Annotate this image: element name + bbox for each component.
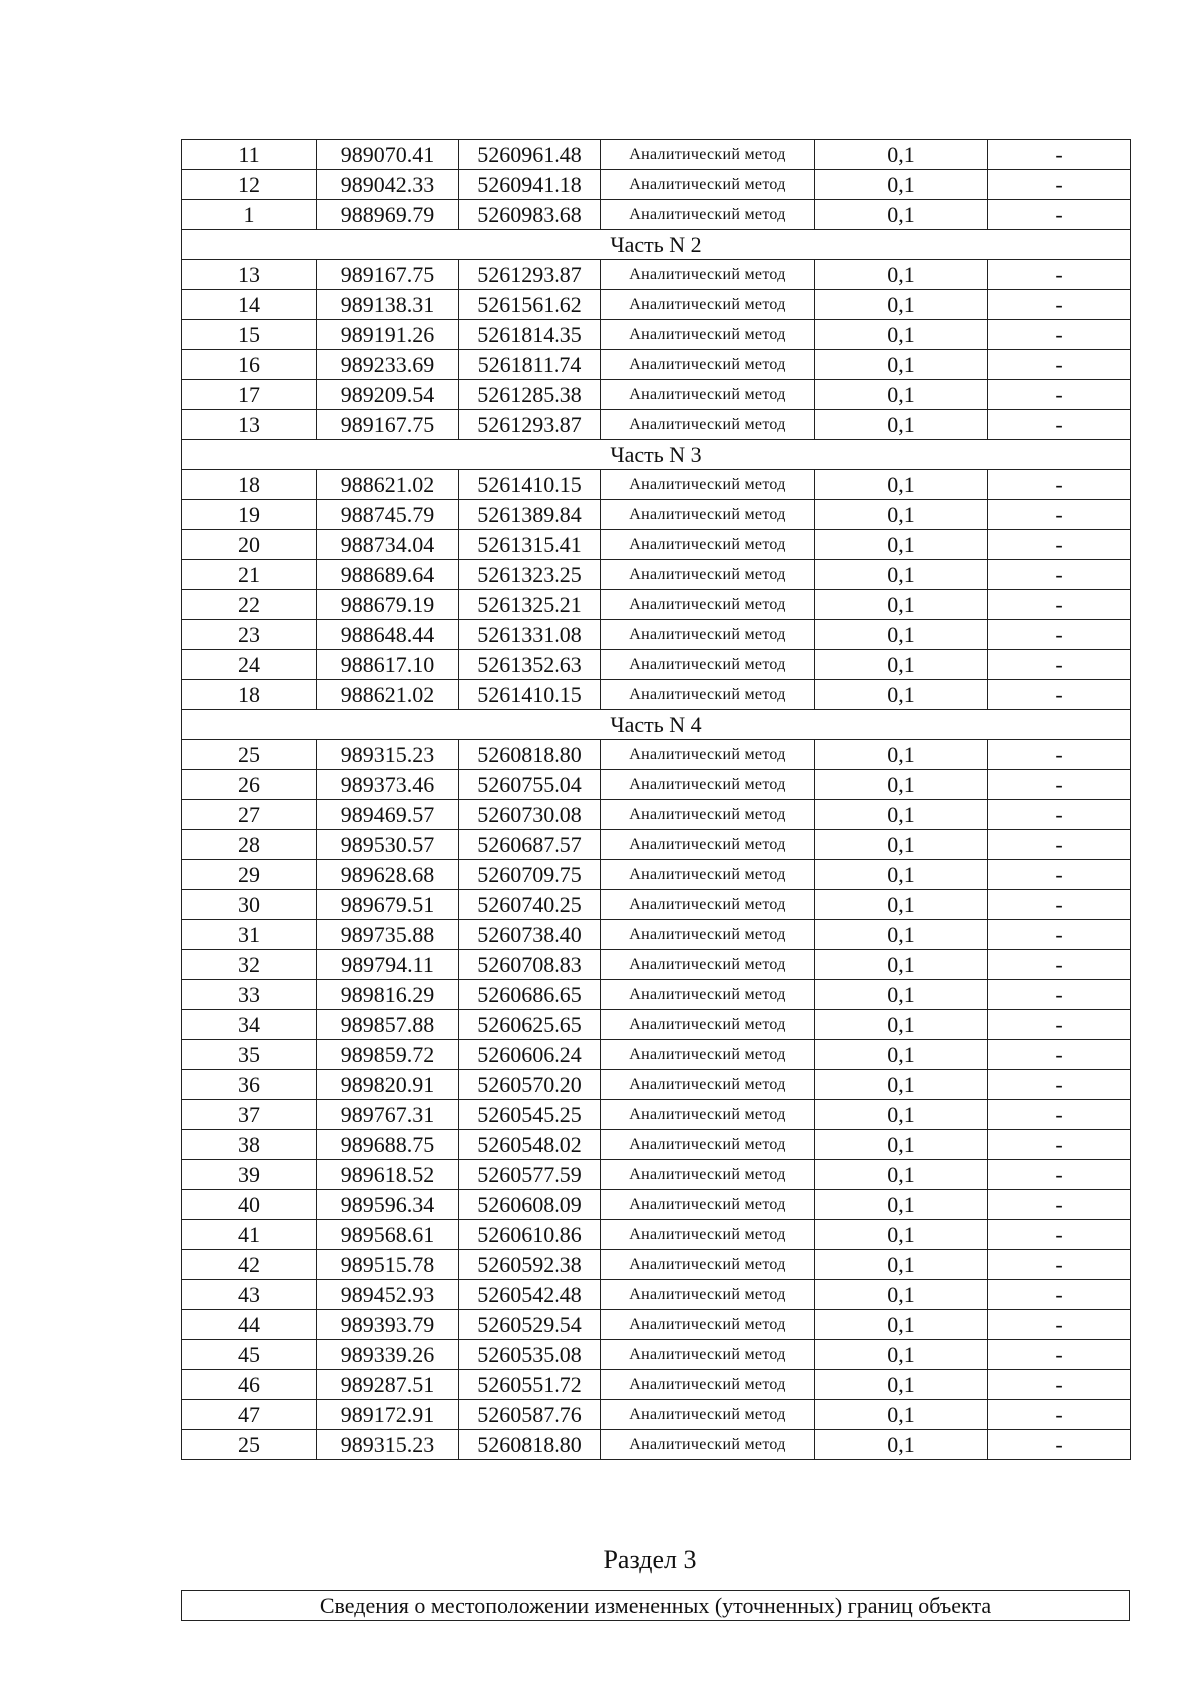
y-coordinate-cell: 5260610.86 (459, 1220, 601, 1250)
table-row (182, 1070, 1131, 1100)
point-number-cell: 13 (182, 260, 317, 290)
accuracy-cell: 0,1 (815, 770, 988, 800)
table-row (182, 650, 1131, 680)
table-row (182, 1130, 1131, 1160)
part-header-row (182, 440, 1131, 470)
description-cell: - (988, 320, 1131, 350)
coordinates-table-body (182, 140, 1131, 1460)
description-cell: - (988, 260, 1131, 290)
point-number-cell: 21 (182, 560, 317, 590)
point-number-cell: 23 (182, 620, 317, 650)
y-coordinate-cell: 5261410.15 (459, 680, 601, 710)
description-cell: - (988, 680, 1131, 710)
method-cell: Аналитический метод (601, 380, 815, 410)
method-cell: Аналитический метод (601, 320, 815, 350)
method-cell: Аналитический метод (601, 680, 815, 710)
y-coordinate-cell: 5260570.20 (459, 1070, 601, 1100)
point-number-cell: 35 (182, 1040, 317, 1070)
point-number-cell: 13 (182, 410, 317, 440)
accuracy-cell: 0,1 (815, 350, 988, 380)
accuracy-cell: 0,1 (815, 170, 988, 200)
y-coordinate-cell: 5260529.54 (459, 1310, 601, 1340)
y-coordinate-cell: 5261315.41 (459, 530, 601, 560)
y-coordinate-cell: 5260730.08 (459, 800, 601, 830)
point-number-cell: 18 (182, 470, 317, 500)
method-cell: Аналитический метод (601, 140, 815, 170)
table-row (182, 980, 1131, 1010)
method-cell: Аналитический метод (601, 1010, 815, 1040)
method-cell: Аналитический метод (601, 770, 815, 800)
method-cell: Аналитический метод (601, 1310, 815, 1340)
accuracy-cell: 0,1 (815, 800, 988, 830)
method-cell: Аналитический метод (601, 200, 815, 230)
table-row (182, 620, 1131, 650)
y-coordinate-cell: 5260686.65 (459, 980, 601, 1010)
y-coordinate-cell: 5261325.21 (459, 590, 601, 620)
accuracy-cell: 0,1 (815, 1100, 988, 1130)
accuracy-cell: 0,1 (815, 140, 988, 170)
y-coordinate-cell: 5260818.80 (459, 1430, 601, 1460)
y-coordinate-cell: 5260535.08 (459, 1340, 601, 1370)
description-cell: - (988, 770, 1131, 800)
x-coordinate-cell: 989287.51 (317, 1370, 459, 1400)
point-number-cell: 46 (182, 1370, 317, 1400)
y-coordinate-cell: 5260738.40 (459, 920, 601, 950)
x-coordinate-cell: 988648.44 (317, 620, 459, 650)
method-cell: Аналитический метод (601, 860, 815, 890)
table-row (182, 530, 1131, 560)
y-coordinate-cell: 5260625.65 (459, 1010, 601, 1040)
point-number-cell: 36 (182, 1070, 317, 1100)
accuracy-cell: 0,1 (815, 590, 988, 620)
table-row (182, 920, 1131, 950)
method-cell: Аналитический метод (601, 890, 815, 920)
accuracy-cell: 0,1 (815, 860, 988, 890)
point-number-cell: 42 (182, 1250, 317, 1280)
description-cell: - (988, 1310, 1131, 1340)
description-cell: - (988, 170, 1131, 200)
x-coordinate-cell: 989820.91 (317, 1070, 459, 1100)
x-coordinate-cell: 989735.88 (317, 920, 459, 950)
x-coordinate-cell: 989070.41 (317, 140, 459, 170)
x-coordinate-cell: 989167.75 (317, 410, 459, 440)
description-cell: - (988, 1010, 1131, 1040)
accuracy-cell: 0,1 (815, 1280, 988, 1310)
method-cell: Аналитический метод (601, 560, 815, 590)
method-cell: Аналитический метод (601, 1100, 815, 1130)
point-number-cell: 29 (182, 860, 317, 890)
method-cell: Аналитический метод (601, 530, 815, 560)
table-row (182, 380, 1131, 410)
accuracy-cell: 0,1 (815, 620, 988, 650)
description-cell: - (988, 980, 1131, 1010)
method-cell: Аналитический метод (601, 650, 815, 680)
accuracy-cell: 0,1 (815, 1220, 988, 1250)
description-cell: - (988, 140, 1131, 170)
table-row (182, 1160, 1131, 1190)
y-coordinate-cell: 5260740.25 (459, 890, 601, 920)
table-row (182, 290, 1131, 320)
x-coordinate-cell: 988621.02 (317, 680, 459, 710)
method-cell: Аналитический метод (601, 1040, 815, 1070)
description-cell: - (988, 1100, 1131, 1130)
point-number-cell: 17 (182, 380, 317, 410)
description-cell: - (988, 350, 1131, 380)
description-cell: - (988, 800, 1131, 830)
part-header-row (182, 230, 1131, 260)
point-number-cell: 34 (182, 1010, 317, 1040)
description-cell: - (988, 1250, 1131, 1280)
description-cell: - (988, 650, 1131, 680)
accuracy-cell: 0,1 (815, 1400, 988, 1430)
x-coordinate-cell: 989679.51 (317, 890, 459, 920)
description-cell: - (988, 560, 1131, 590)
method-cell: Аналитический метод (601, 1340, 815, 1370)
point-number-cell: 32 (182, 950, 317, 980)
y-coordinate-cell: 5260687.57 (459, 830, 601, 860)
point-number-cell: 28 (182, 830, 317, 860)
x-coordinate-cell: 989857.88 (317, 1010, 459, 1040)
point-number-cell: 30 (182, 890, 317, 920)
table-row (182, 800, 1131, 830)
method-cell: Аналитический метод (601, 1280, 815, 1310)
y-coordinate-cell: 5261352.63 (459, 650, 601, 680)
x-coordinate-cell: 989794.11 (317, 950, 459, 980)
accuracy-cell: 0,1 (815, 290, 988, 320)
point-number-cell: 19 (182, 500, 317, 530)
table-row (182, 140, 1131, 170)
table-row (182, 740, 1131, 770)
y-coordinate-cell: 5260941.18 (459, 170, 601, 200)
y-coordinate-cell: 5260577.59 (459, 1160, 601, 1190)
x-coordinate-cell: 989816.29 (317, 980, 459, 1010)
table-row (182, 890, 1131, 920)
method-cell: Аналитический метод (601, 1070, 815, 1100)
x-coordinate-cell: 988617.10 (317, 650, 459, 680)
accuracy-cell: 0,1 (815, 380, 988, 410)
table-row (182, 350, 1131, 380)
description-cell: - (988, 410, 1131, 440)
point-number-cell: 20 (182, 530, 317, 560)
table-row (182, 1100, 1131, 1130)
x-coordinate-cell: 989596.34 (317, 1190, 459, 1220)
accuracy-cell: 0,1 (815, 1130, 988, 1160)
accuracy-cell: 0,1 (815, 470, 988, 500)
description-cell: - (988, 1370, 1131, 1400)
x-coordinate-cell: 989315.23 (317, 740, 459, 770)
y-coordinate-cell: 5261293.87 (459, 410, 601, 440)
description-cell: - (988, 1400, 1131, 1430)
y-coordinate-cell: 5260708.83 (459, 950, 601, 980)
table-row (182, 320, 1131, 350)
x-coordinate-cell: 989339.26 (317, 1340, 459, 1370)
point-number-cell: 26 (182, 770, 317, 800)
method-cell: Аналитический метод (601, 1160, 815, 1190)
point-number-cell: 16 (182, 350, 317, 380)
accuracy-cell: 0,1 (815, 1070, 988, 1100)
y-coordinate-cell: 5261331.08 (459, 620, 601, 650)
point-number-cell: 22 (182, 590, 317, 620)
accuracy-cell: 0,1 (815, 1370, 988, 1400)
coordinates-table (181, 139, 1131, 1460)
table-row (182, 1010, 1131, 1040)
accuracy-cell: 0,1 (815, 320, 988, 350)
table-row (182, 950, 1131, 980)
description-cell: - (988, 860, 1131, 890)
point-number-cell: 45 (182, 1340, 317, 1370)
accuracy-cell: 0,1 (815, 260, 988, 290)
point-number-cell: 40 (182, 1190, 317, 1220)
x-coordinate-cell: 989373.46 (317, 770, 459, 800)
method-cell: Аналитический метод (601, 1400, 815, 1430)
description-cell: - (988, 620, 1131, 650)
part-label: Часть N 2 (182, 230, 1131, 260)
table-row (182, 170, 1131, 200)
method-cell: Аналитический метод (601, 470, 815, 500)
table-row (182, 680, 1131, 710)
description-cell: - (988, 590, 1131, 620)
point-number-cell: 25 (182, 740, 317, 770)
accuracy-cell: 0,1 (815, 830, 988, 860)
method-cell: Аналитический метод (601, 980, 815, 1010)
point-number-cell: 38 (182, 1130, 317, 1160)
x-coordinate-cell: 989315.23 (317, 1430, 459, 1460)
point-number-cell: 11 (182, 140, 317, 170)
accuracy-cell: 0,1 (815, 1040, 988, 1070)
point-number-cell: 43 (182, 1280, 317, 1310)
x-coordinate-cell: 989393.79 (317, 1310, 459, 1340)
x-coordinate-cell: 989688.75 (317, 1130, 459, 1160)
y-coordinate-cell: 5260606.24 (459, 1040, 601, 1070)
x-coordinate-cell: 988689.64 (317, 560, 459, 590)
description-cell: - (988, 530, 1131, 560)
section-title: Раздел 3 (603, 1545, 697, 1574)
method-cell: Аналитический метод (601, 800, 815, 830)
x-coordinate-cell: 989042.33 (317, 170, 459, 200)
section-subtitle: Сведения о местоположении измененных (уточненных) границ объекта (181, 1590, 1130, 1621)
description-cell: - (988, 1160, 1131, 1190)
x-coordinate-cell: 989191.26 (317, 320, 459, 350)
description-cell: - (988, 890, 1131, 920)
y-coordinate-cell: 5261811.74 (459, 350, 601, 380)
method-cell: Аналитический метод (601, 1430, 815, 1460)
point-number-cell: 18 (182, 680, 317, 710)
point-number-cell: 33 (182, 980, 317, 1010)
table-row (182, 470, 1131, 500)
y-coordinate-cell: 5260542.48 (459, 1280, 601, 1310)
y-coordinate-cell: 5260545.25 (459, 1100, 601, 1130)
x-coordinate-cell: 988745.79 (317, 500, 459, 530)
description-cell: - (988, 200, 1131, 230)
description-cell: - (988, 830, 1131, 860)
point-number-cell: 1 (182, 200, 317, 230)
accuracy-cell: 0,1 (815, 1310, 988, 1340)
table-row (182, 410, 1131, 440)
method-cell: Аналитический метод (601, 590, 815, 620)
table-row (182, 200, 1131, 230)
description-cell: - (988, 380, 1131, 410)
description-cell: - (988, 1040, 1131, 1070)
y-coordinate-cell: 5260608.09 (459, 1190, 601, 1220)
x-coordinate-cell: 989469.57 (317, 800, 459, 830)
x-coordinate-cell: 989618.52 (317, 1160, 459, 1190)
method-cell: Аналитический метод (601, 620, 815, 650)
table-row (182, 830, 1131, 860)
method-cell: Аналитический метод (601, 290, 815, 320)
x-coordinate-cell: 988734.04 (317, 530, 459, 560)
point-number-cell: 47 (182, 1400, 317, 1430)
point-number-cell: 25 (182, 1430, 317, 1460)
point-number-cell: 15 (182, 320, 317, 350)
accuracy-cell: 0,1 (815, 680, 988, 710)
y-coordinate-cell: 5261561.62 (459, 290, 601, 320)
description-cell: - (988, 290, 1131, 320)
x-coordinate-cell: 989530.57 (317, 830, 459, 860)
y-coordinate-cell: 5260983.68 (459, 200, 601, 230)
method-cell: Аналитический метод (601, 170, 815, 200)
point-number-cell: 12 (182, 170, 317, 200)
point-number-cell: 39 (182, 1160, 317, 1190)
y-coordinate-cell: 5260551.72 (459, 1370, 601, 1400)
x-coordinate-cell: 989515.78 (317, 1250, 459, 1280)
table-row (182, 1250, 1131, 1280)
method-cell: Аналитический метод (601, 830, 815, 860)
accuracy-cell: 0,1 (815, 1010, 988, 1040)
accuracy-cell: 0,1 (815, 890, 988, 920)
y-coordinate-cell: 5260709.75 (459, 860, 601, 890)
table-row (182, 1310, 1131, 1340)
method-cell: Аналитический метод (601, 740, 815, 770)
accuracy-cell: 0,1 (815, 1430, 988, 1460)
x-coordinate-cell: 989209.54 (317, 380, 459, 410)
accuracy-cell: 0,1 (815, 500, 988, 530)
x-coordinate-cell: 989172.91 (317, 1400, 459, 1430)
method-cell: Аналитический метод (601, 1190, 815, 1220)
description-cell: - (988, 1190, 1131, 1220)
x-coordinate-cell: 989233.69 (317, 350, 459, 380)
method-cell: Аналитический метод (601, 410, 815, 440)
method-cell: Аналитический метод (601, 920, 815, 950)
description-cell: - (988, 740, 1131, 770)
table-row (182, 1220, 1131, 1250)
point-number-cell: 27 (182, 800, 317, 830)
accuracy-cell: 0,1 (815, 1340, 988, 1370)
method-cell: Аналитический метод (601, 1220, 815, 1250)
description-cell: - (988, 1130, 1131, 1160)
table-row (182, 500, 1131, 530)
table-row (182, 1370, 1131, 1400)
method-cell: Аналитический метод (601, 1370, 815, 1400)
x-coordinate-cell: 989767.31 (317, 1100, 459, 1130)
method-cell: Аналитический метод (601, 350, 815, 380)
y-coordinate-cell: 5260587.76 (459, 1400, 601, 1430)
x-coordinate-cell: 989568.61 (317, 1220, 459, 1250)
description-cell: - (988, 950, 1131, 980)
point-number-cell: 31 (182, 920, 317, 950)
part-header-row (182, 710, 1131, 740)
y-coordinate-cell: 5261323.25 (459, 560, 601, 590)
x-coordinate-cell: 988679.19 (317, 590, 459, 620)
y-coordinate-cell: 5261285.38 (459, 380, 601, 410)
x-coordinate-cell: 988969.79 (317, 200, 459, 230)
method-cell: Аналитический метод (601, 500, 815, 530)
point-number-cell: 14 (182, 290, 317, 320)
y-coordinate-cell: 5261814.35 (459, 320, 601, 350)
point-number-cell: 37 (182, 1100, 317, 1130)
table-row (182, 590, 1131, 620)
point-number-cell: 44 (182, 1310, 317, 1340)
accuracy-cell: 0,1 (815, 1250, 988, 1280)
table-row (182, 1040, 1131, 1070)
table-row (182, 1430, 1131, 1460)
accuracy-cell: 0,1 (815, 530, 988, 560)
table-row (182, 1280, 1131, 1310)
x-coordinate-cell: 989859.72 (317, 1040, 459, 1070)
x-coordinate-cell: 989628.68 (317, 860, 459, 890)
description-cell: - (988, 920, 1131, 950)
table-row (182, 1190, 1131, 1220)
y-coordinate-cell: 5260755.04 (459, 770, 601, 800)
point-number-cell: 41 (182, 1220, 317, 1250)
accuracy-cell: 0,1 (815, 1190, 988, 1220)
part-label: Часть N 3 (182, 440, 1131, 470)
accuracy-cell: 0,1 (815, 1160, 988, 1190)
y-coordinate-cell: 5260818.80 (459, 740, 601, 770)
x-coordinate-cell: 989138.31 (317, 290, 459, 320)
description-cell: - (988, 1430, 1131, 1460)
table-row (182, 1400, 1131, 1430)
y-coordinate-cell: 5260548.02 (459, 1130, 601, 1160)
description-cell: - (988, 1280, 1131, 1310)
accuracy-cell: 0,1 (815, 920, 988, 950)
table-row (182, 1340, 1131, 1370)
accuracy-cell: 0,1 (815, 200, 988, 230)
method-cell: Аналитический метод (601, 1250, 815, 1280)
table-row (182, 770, 1131, 800)
y-coordinate-cell: 5260592.38 (459, 1250, 601, 1280)
x-coordinate-cell: 989452.93 (317, 1280, 459, 1310)
part-label: Часть N 4 (182, 710, 1131, 740)
x-coordinate-cell: 989167.75 (317, 260, 459, 290)
point-number-cell: 24 (182, 650, 317, 680)
description-cell: - (988, 1070, 1131, 1100)
table-row (182, 860, 1131, 890)
accuracy-cell: 0,1 (815, 980, 988, 1010)
y-coordinate-cell: 5261293.87 (459, 260, 601, 290)
description-cell: - (988, 500, 1131, 530)
method-cell: Аналитический метод (601, 1130, 815, 1160)
y-coordinate-cell: 5261389.84 (459, 500, 601, 530)
description-cell: - (988, 1340, 1131, 1370)
accuracy-cell: 0,1 (815, 410, 988, 440)
y-coordinate-cell: 5260961.48 (459, 140, 601, 170)
accuracy-cell: 0,1 (815, 740, 988, 770)
method-cell: Аналитический метод (601, 260, 815, 290)
accuracy-cell: 0,1 (815, 560, 988, 590)
description-cell: - (988, 1220, 1131, 1250)
description-cell: - (988, 470, 1131, 500)
y-coordinate-cell: 5261410.15 (459, 470, 601, 500)
accuracy-cell: 0,1 (815, 950, 988, 980)
accuracy-cell: 0,1 (815, 650, 988, 680)
method-cell: Аналитический метод (601, 950, 815, 980)
x-coordinate-cell: 988621.02 (317, 470, 459, 500)
table-row (182, 560, 1131, 590)
table-row (182, 260, 1131, 290)
